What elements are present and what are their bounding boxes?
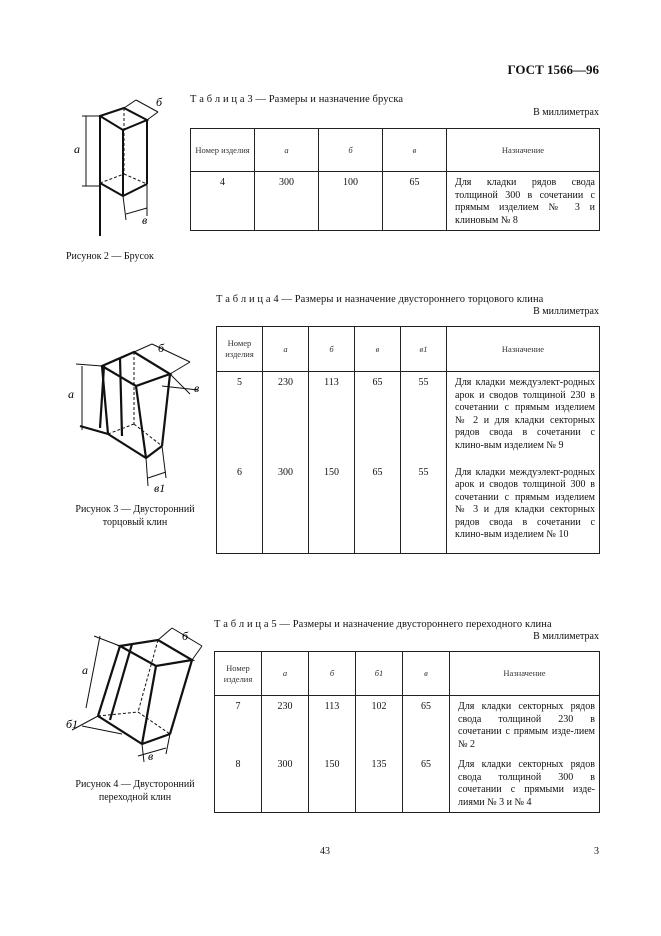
figure4-label-a: а [82, 663, 88, 677]
cell-purpose: Для кладки междуэлект-родных арок и сводов толщиной 300 в сочетании с прямым изделием № 3 и для кладки секторных рядов свода в сочетании с клино-вым изделием № 10 [447, 462, 600, 554]
cell-a: 230 [263, 372, 309, 462]
cell-v: 65 [355, 462, 401, 554]
figure4-label-b1: б1 [66, 717, 79, 731]
page-number-right: 3 [594, 846, 599, 857]
cell-a: 300 [262, 754, 309, 813]
table-row [215, 754, 600, 813]
figure3-end-wedge-drawing [62, 338, 212, 498]
table-row [215, 696, 600, 755]
table4-header-number: Номер изделия [217, 327, 263, 372]
table3-header-b: б [319, 129, 383, 172]
cell-number: 6 [217, 462, 263, 554]
cell-number: 4 [191, 172, 255, 231]
figure2-bar-drawing [66, 96, 178, 236]
cell-number: 5 [217, 372, 263, 462]
cell-v: 65 [403, 696, 450, 755]
table4-caption: Т а б л и ц а 4 — Размеры и назначение двустороннего торцового клина [216, 294, 544, 305]
figure3-caption [60, 503, 210, 529]
table4-header-v1: в1 [401, 327, 447, 372]
page-number-center: 43 [320, 846, 330, 857]
table5-header-a: а [262, 652, 309, 696]
cell-b: 113 [309, 696, 356, 755]
document-header: ГОСТ 1566—96 [507, 62, 599, 77]
cell-v1: 55 [401, 372, 447, 462]
table-row [217, 462, 600, 554]
figure3-label-v: в [194, 381, 200, 395]
figure2-label-a: а [74, 142, 80, 156]
figure4-label-b: б [182, 629, 189, 643]
figure3-label-v1: в1 [154, 481, 166, 495]
table5 [214, 651, 600, 813]
cell-purpose: Для кладки рядов свода толщиной 300 в сочетании с прямым изделием № 3 и клиновым № 8 [447, 172, 600, 231]
table3-header-a: а [255, 129, 319, 172]
table-row [191, 172, 600, 231]
figure3-caption-line1: Рисунок 3 — Двусторонний [75, 504, 195, 515]
cell-purpose: Для кладки секторных рядов свода толщиной 300 в сочетании с прямыми изде-лиями № 3 и № 4 [450, 754, 600, 813]
table3-header-number: Номер изделия [191, 129, 255, 172]
table3-caption: Т а б л и ц а 3 — Размеры и назначение бруска [190, 94, 404, 105]
table4-units: В миллиметрах [533, 306, 599, 317]
table4-header-v: в [355, 327, 401, 372]
cell-v1: 55 [401, 462, 447, 554]
cell-a: 230 [262, 696, 309, 755]
table3-units: В миллиметрах [533, 107, 599, 118]
cell-number: 7 [215, 696, 262, 755]
cell-v: 65 [383, 172, 447, 231]
cell-b: 150 [309, 462, 355, 554]
figure4-caption-line1: Рисунок 4 — Двусторонний [75, 779, 195, 790]
cell-number: 8 [215, 754, 262, 813]
cell-b: 150 [309, 754, 356, 813]
table4-header-a: а [263, 327, 309, 372]
table4-header-purpose: Назначение [447, 327, 600, 372]
table4-header-b: б [309, 327, 355, 372]
table5-header-b: б [309, 652, 356, 696]
table5-caption: Т а б л и ц а 5 — Размеры и назначение двустороннего переходного клина [214, 619, 552, 630]
table5-header-v: в [403, 652, 450, 696]
cell-purpose: Для кладки междуэлект-родных арок и сводов толщиной 230 в сочетании с прямым изделием № 2 и для кладки секторных рядов свода в сочетании с клино-вым изделием № 9 [447, 372, 600, 462]
figure3-label-a: а [68, 387, 74, 401]
table4 [216, 326, 600, 554]
cell-b: 113 [309, 372, 355, 462]
figure2-caption: Рисунок 2 — Брусок [66, 251, 154, 262]
table-row [217, 372, 600, 462]
cell-v: 65 [403, 754, 450, 813]
table3-header-v: в [383, 129, 447, 172]
cell-purpose: Для кладки секторных рядов свода толщиной 230 в сочетании с прямым изде-лием № 2 [450, 696, 600, 755]
figure4-caption-line2: переходной клин [98, 792, 172, 803]
table3 [190, 128, 600, 231]
table5-header-b1: б1 [356, 652, 403, 696]
cell-b: 100 [319, 172, 383, 231]
figure4-caption [60, 778, 210, 804]
cell-a: 300 [255, 172, 319, 231]
figure3-caption-line2: торцовый клин [102, 517, 168, 528]
figure2-label-b: б [156, 96, 163, 109]
table5-units: В миллиметрах [533, 631, 599, 642]
table5-header-number: Номер изделия [215, 652, 262, 696]
figure2-label-v: в [142, 213, 148, 227]
figure3-label-b: б [158, 341, 165, 355]
table5-header-purpose: Назначение [450, 652, 600, 696]
table3-header-purpose: Назначение [447, 129, 600, 172]
cell-v: 65 [355, 372, 401, 462]
cell-b1: 135 [356, 754, 403, 813]
figure4-label-v: в [148, 749, 154, 763]
cell-a: 300 [263, 462, 309, 554]
figure4-transition-wedge-drawing [62, 626, 212, 776]
cell-b1: 102 [356, 696, 403, 755]
